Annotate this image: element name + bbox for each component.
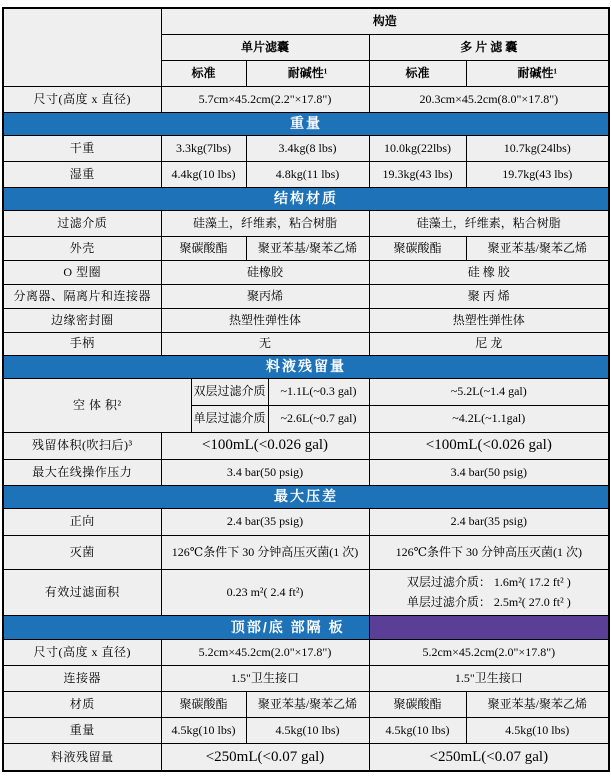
wet-weight-label: 湿重 [3,161,161,187]
row-materials-band [3,187,609,210]
dry-weight-value-3: 10.7kg(24lbs) [466,135,609,161]
sterilization-multi-value: 126℃条件下 30 分钟高压灭菌(1 次) [369,535,609,569]
row-wet-weight [3,161,609,187]
double-layer-multi-value: ~5.2L(~1.4 gal) [369,378,609,405]
effective-area-multi-value [369,569,609,615]
material2-label: 材质 [3,691,161,717]
separators-single-value: 聚丙烯 [161,284,369,308]
weight2-value-1: 4.5kg(10 lbs) [246,717,369,743]
dimensions-multi-value: 20.3cm×45.2cm(8.0"×17.8") [369,86,609,112]
row-holdup-band [3,355,609,378]
sterilization-label: 灭菌 [3,535,161,569]
construction-header: 构造 [161,8,609,34]
row-handle [3,332,609,355]
standard-multi-header: 标准 [369,60,466,86]
dry-weight-value-1: 3.4kg(8 lbs) [246,135,369,161]
standard-single-header: 标准 [161,60,246,86]
row-material2 [3,691,609,717]
row-dry-weight [3,135,609,161]
double-layer-sublabel: 双层过滤介质 [191,378,268,405]
edge-seal-single-value: 热塑性弹性体 [161,308,369,332]
connector-multi-value: 1.5"卫生接口 [369,665,609,691]
row-holdup2 [3,743,609,771]
row-max-inline-pressure [3,459,609,485]
forward-multi-value: 2.4 bar(35 psig) [369,508,609,535]
weight2-label: 重量 [3,717,161,743]
single-layer-single-value: ~2.6L(~0.7 gal) [268,405,369,432]
effective-area-multi-line2: 单层过滤介质： 2.5m²( 27.0 ft² ) [406,595,571,609]
row-sterilization [3,535,609,569]
dry-weight-value-2: 10.0kg(22lbs) [369,135,466,161]
residual-volume-multi-value: <100mL(<0.026 gal) [369,432,609,459]
wet-weight-value-0: 4.4kg(10 lbs) [161,161,246,187]
residual-volume-single-value: <100mL(<0.026 gal) [161,432,369,459]
weight-section-band: 重量 [3,112,609,135]
housing-value-0: 聚碳酸酯 [161,236,246,260]
row-filter-media [3,210,609,236]
row-weight2 [3,717,609,743]
row-top-bottom-band [3,615,609,639]
edge-seal-label: 边缘密封圈 [3,308,161,332]
material2-value-3: 聚亚苯基/聚苯乙烯 [466,691,609,717]
housing-value-3: 聚亚苯基/聚苯乙烯 [466,236,609,260]
row-max-dp-band [3,485,609,508]
weight2-value-3: 4.5kg(10 lbs) [466,717,609,743]
dry-weight-value-0: 3.3kg(7lbs) [161,135,246,161]
effective-area-multi-line1: 双层过滤介质： 1.6m²( 17.2 ft² ) [406,574,571,589]
max-inline-pressure-single-value: 3.4 bar(50 psig) [161,459,369,485]
connector-label: 连接器 [3,665,161,691]
purple-spacer-cell [369,615,609,639]
row-connector [3,665,609,691]
material2-value-0: 聚碳酸酯 [161,691,246,717]
row-edge-seal [3,308,609,332]
single-capsule-header: 单片滤囊 [161,34,369,60]
forward-label: 正向 [3,508,161,535]
row-housing [3,236,609,260]
dimensions2-multi-value: 5.2cm×45.2cm(2.0"×17.8") [369,639,609,665]
forward-single-value: 2.4 bar(35 psig) [161,508,369,535]
separators-multi-value: 聚 丙 烯 [369,284,609,308]
holdup2-single-value: <250mL(<0.07 gal) [161,743,369,771]
sterilization-single-value: 126℃条件下 30 分钟高压灭菌(1 次) [161,535,369,569]
holdup-section-band: 料液残留量 [3,355,609,378]
corner-empty-cell [3,8,161,86]
row-dimensions2 [3,639,609,665]
o-ring-label: O 型圈 [3,260,161,284]
weight2-value-0: 4.5kg(10 lbs) [161,717,246,743]
row-forward [3,508,609,535]
single-layer-multi-value: ~4.2L(~1.1gal) [369,405,609,432]
holdup2-multi-value: <250mL(<0.07 gal) [369,743,609,771]
connector-single-value: 1.5"卫生接口 [161,665,369,691]
row-empty-volume-double [3,378,609,405]
housing-value-1: 聚亚苯基/聚苯乙烯 [246,236,369,260]
wet-weight-value-3: 19.7kg(43 lbs) [466,161,609,187]
weight2-value-2: 4.5kg(10 lbs) [369,717,466,743]
spec-table [2,7,610,772]
filter-media-label: 过滤介质 [3,210,161,236]
dry-weight-label: 干重 [3,135,161,161]
housing-value-2: 聚碳酸酯 [369,236,466,260]
row-construction-header [3,8,609,34]
row-separators [3,284,609,308]
material2-value-1: 聚亚苯基/聚苯乙烯 [246,691,369,717]
dimensions2-label: 尺寸(高度 x 直径) [3,639,161,665]
row-effective-area [3,569,609,615]
handle-label: 手柄 [3,332,161,355]
o-ring-multi-value: 硅 橡 胶 [369,260,609,284]
dimensions-single-value: 5.7cm×45.2cm(2.2"×17.8") [161,86,369,112]
housing-label: 外壳 [3,236,161,260]
handle-single-value: 无 [161,332,369,355]
alkali-multi-header: 耐碱性¹ [466,60,609,86]
max-inline-pressure-multi-value: 3.4 bar(50 psig) [369,459,609,485]
row-dimensions [3,86,609,112]
handle-multi-value: 尼 龙 [369,332,609,355]
material2-value-2: 聚碳酸酯 [369,691,466,717]
dimensions2-single-value: 5.2cm×45.2cm(2.0"×17.8") [161,639,369,665]
separators-label: 分离器、隔离片和连接器 [3,284,161,308]
filter-media-multi-value: 硅藻土，纤维素，粘合树脂 [369,210,609,236]
row-weight-band [3,112,609,135]
filter-media-single-value: 硅藻土，纤维素，粘合树脂 [161,210,369,236]
max-dp-section-band: 最大压差 [3,485,609,508]
o-ring-single-value: 硅橡胶 [161,260,369,284]
alkali-single-header: 耐碱性¹ [246,60,369,86]
top-bottom-section-band: 顶部/底 部隔 板 [3,615,369,639]
residual-volume-label: 残留体积(吹扫后)³ [3,432,161,459]
edge-seal-multi-value: 热塑性弹性体 [369,308,609,332]
holdup2-label: 料液残留量 [3,743,161,771]
wet-weight-value-1: 4.8kg(11 lbs) [246,161,369,187]
effective-area-label: 有效过滤面积 [3,569,161,615]
effective-area-single-value: 0.23 m²( 2.4 ft²) [161,569,369,615]
max-inline-pressure-label: 最大在线操作压力 [3,459,161,485]
materials-section-band: 结构材质 [3,187,609,210]
dimensions-label: 尺寸(高度 x 直径) [3,86,161,112]
row-o-ring [3,260,609,284]
single-layer-sublabel: 单层过滤介质 [191,405,268,432]
double-layer-single-value: ~1.1L(~0.3 gal) [268,378,369,405]
row-residual-volume [3,432,609,459]
wet-weight-value-2: 19.3kg(43 lbs) [369,161,466,187]
empty-volume-label: 空 体 积² [3,378,191,432]
multi-capsule-header: 多 片 滤 囊 [369,34,609,60]
